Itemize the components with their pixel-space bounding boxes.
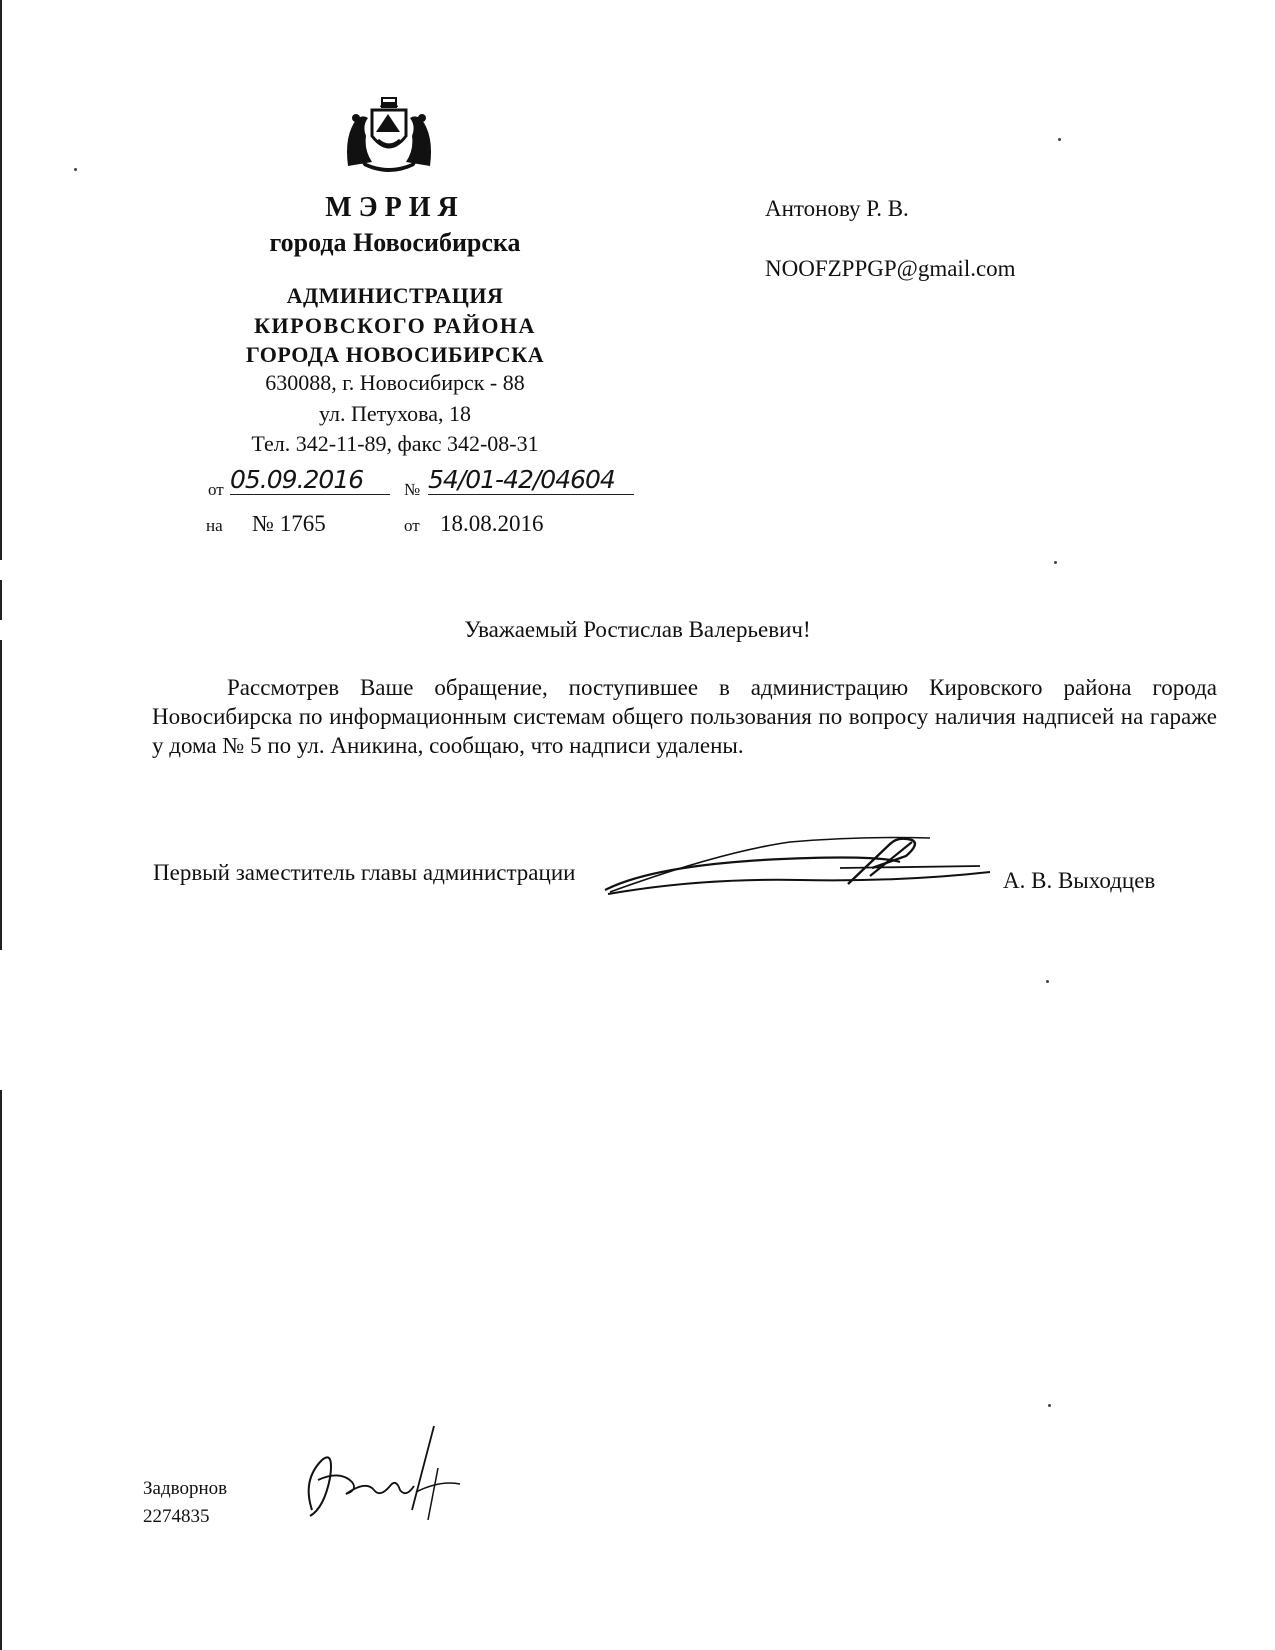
signatory-signature	[600, 832, 1000, 902]
incoming-date: 18.08.2016	[440, 511, 544, 536]
scan-speck	[74, 168, 77, 171]
scan-speck	[1058, 138, 1061, 141]
scan-speck	[1046, 980, 1049, 983]
incoming-from-label: от	[404, 516, 420, 535]
recipient-email: NOOFZPPGP@gmail.com	[765, 256, 1016, 281]
letterhead-phone-fax: Тел. 342-11-89, факс 342-08-31	[251, 431, 539, 456]
scan-edge	[0, 0, 3, 1650]
letter-body: Рассмотрев Ваше обращение, поступившее в администрацию Кировского района города Новосибирска по информационным системам общего пользования по вопросу наличия надписей на гараже у дома № 5 по ул. Аникина, сообщаю, что надписи удалены.	[152, 675, 1217, 758]
letterhead-mayoralty: МЭРИЯ	[325, 192, 465, 223]
letterhead-city: города Новосибирска	[269, 228, 521, 257]
signatory-name: А. В. Выходцев	[1003, 868, 1156, 893]
recipient-name: Антонову Р. В.	[765, 196, 909, 221]
from-label: от	[208, 480, 224, 499]
letterhead-administration: АДМИНИСТРАЦИЯ	[286, 283, 504, 308]
executor-phone: 2274835	[143, 1506, 210, 1527]
letterhead-city-caps: ГОРОДА НОВОСИБИРСКА	[245, 342, 545, 367]
incoming-number: № 1765	[252, 511, 326, 536]
scan-speck	[1048, 1404, 1051, 1407]
number-label: №	[404, 480, 421, 499]
letterhead-postal-address: 630088, г. Новосибирск - 88	[265, 370, 525, 395]
letterhead-street: ул. Петухова, 18	[318, 401, 471, 426]
letterhead-district: КИРОВСКОГО РАЙОНА	[254, 313, 536, 338]
scan-speck	[1054, 561, 1057, 564]
on-label: на	[206, 516, 223, 535]
outgoing-number: 54/01-42/04604	[428, 465, 634, 495]
outgoing-date: 05.09.2016	[230, 465, 390, 495]
salutation: Уважаемый Ростислав Валерьевич!	[464, 617, 811, 642]
executor-signature	[300, 1420, 470, 1530]
executor-name: Задворнов	[143, 1478, 228, 1499]
coat-of-arms-emblem	[342, 96, 436, 172]
signatory-title: Первый заместитель главы администрации	[153, 860, 576, 885]
